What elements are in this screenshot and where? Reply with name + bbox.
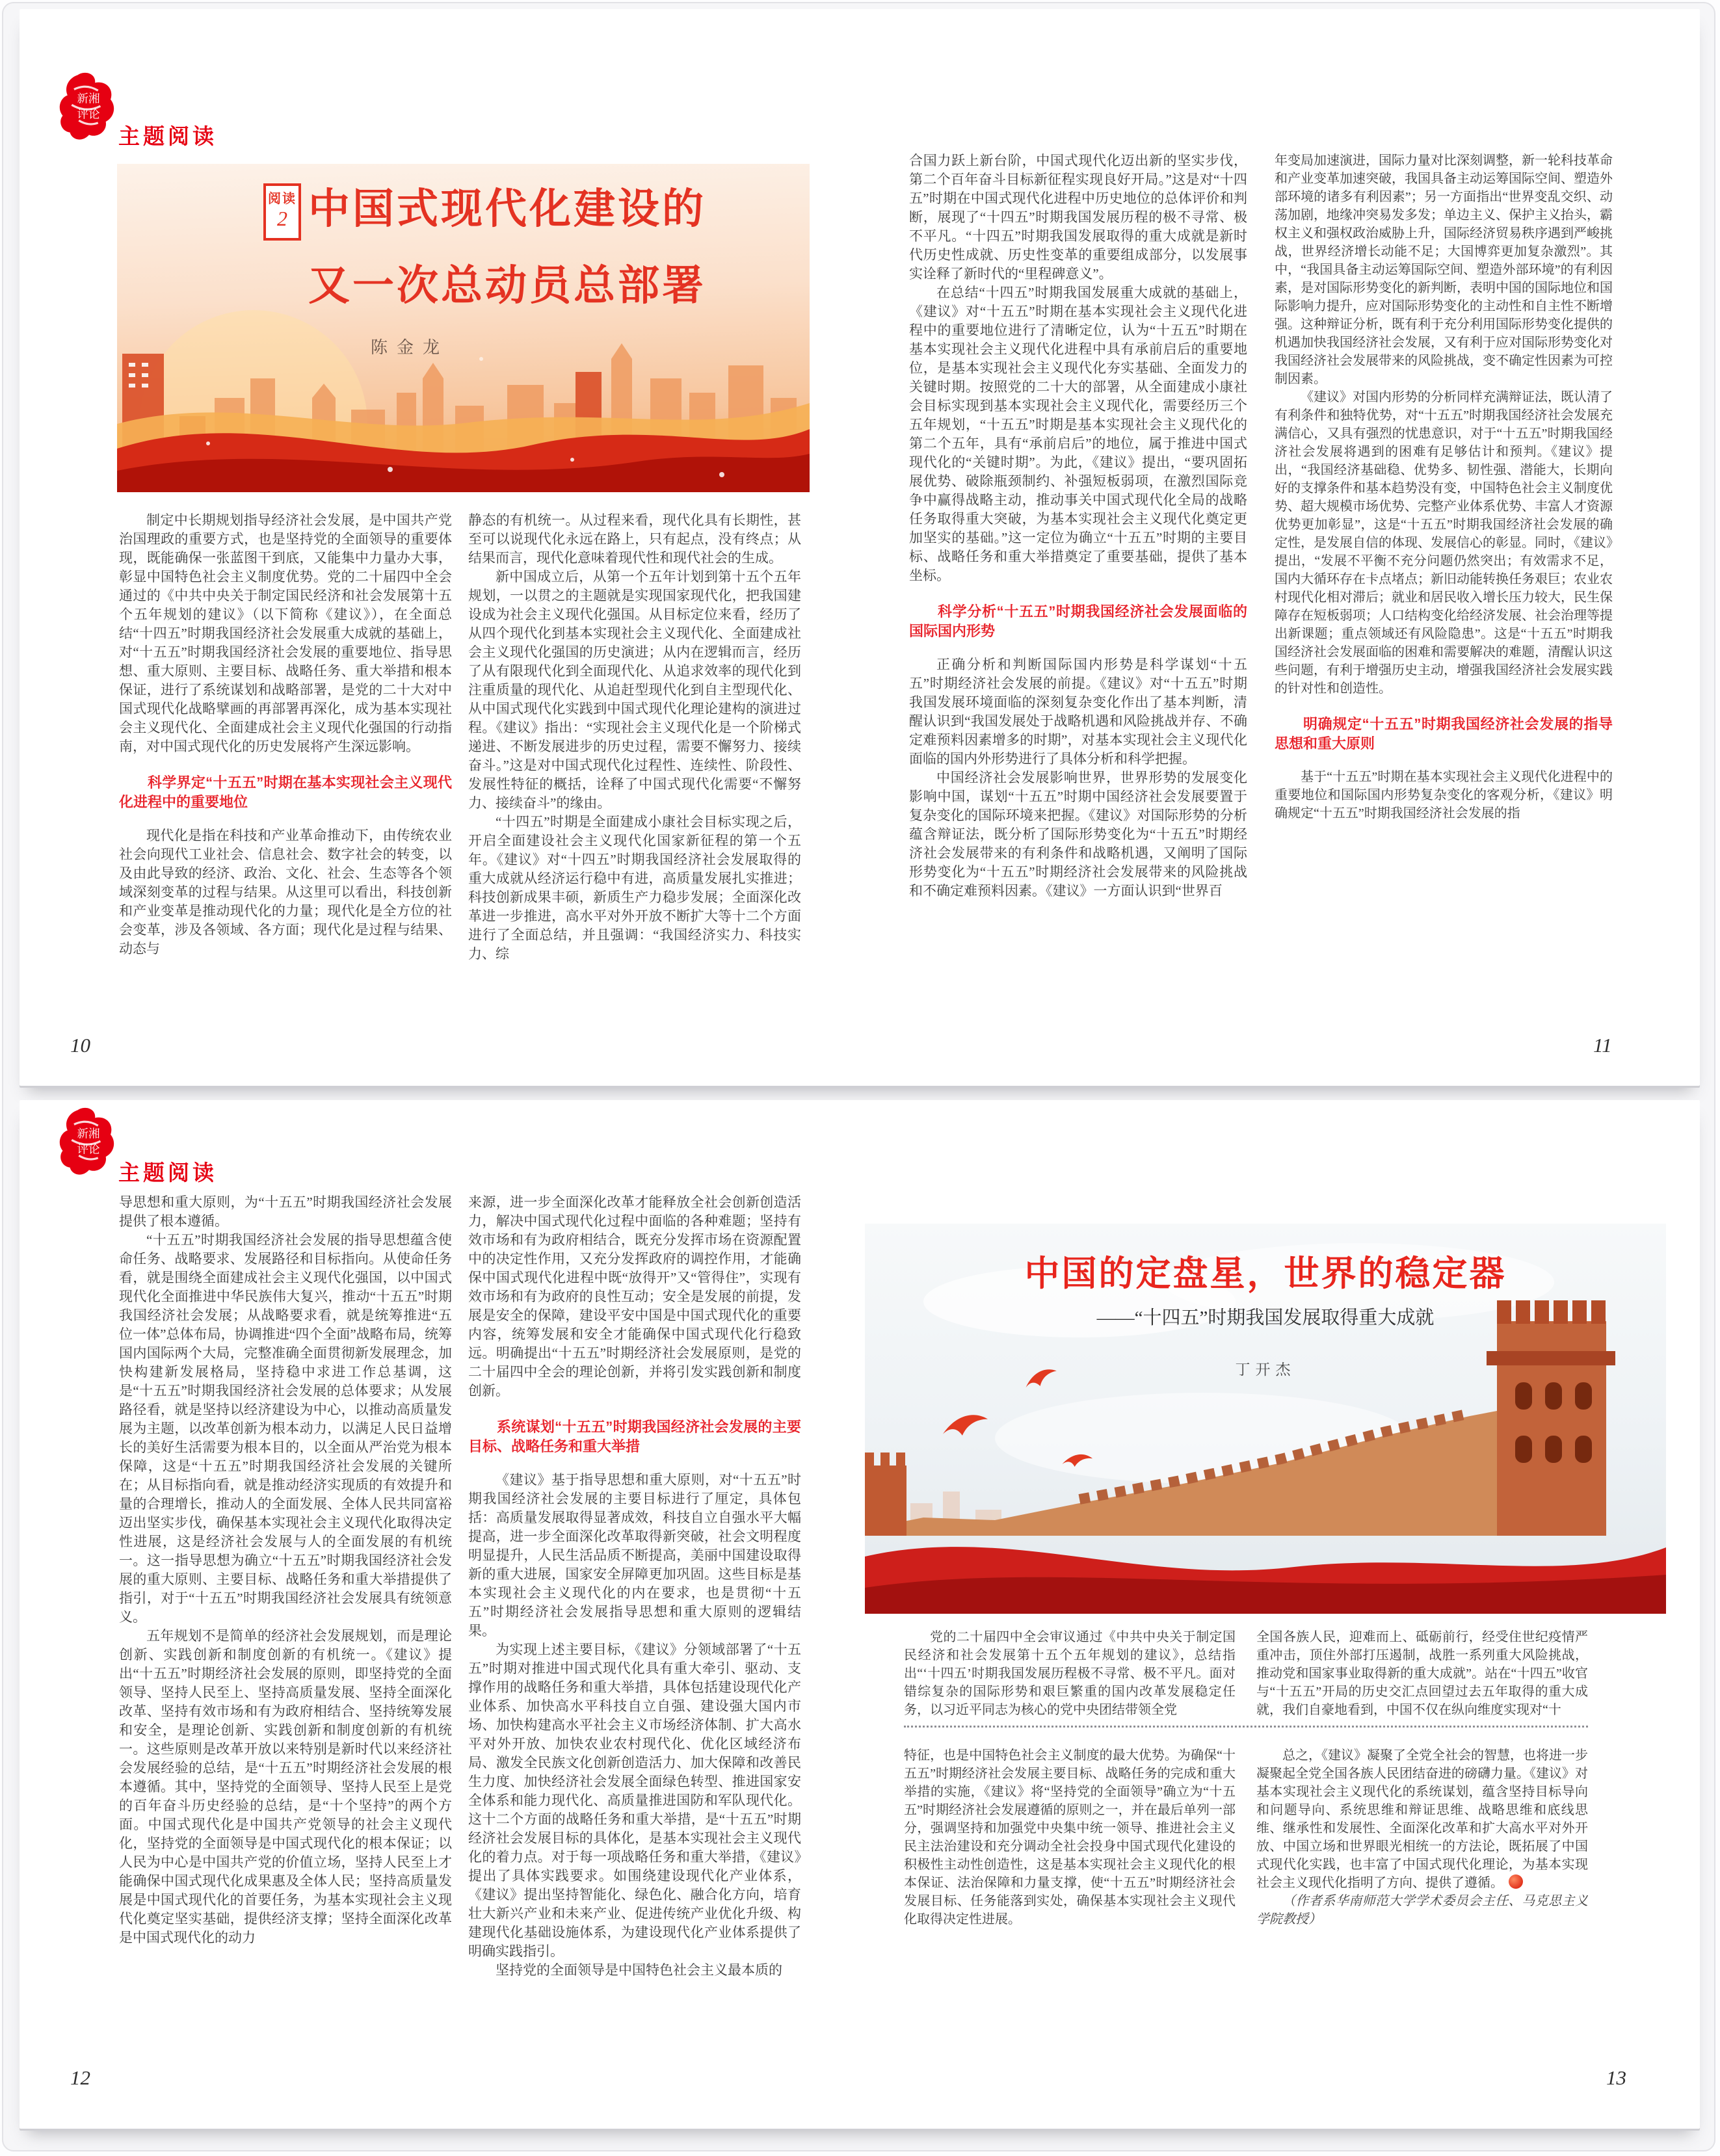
paragraph: 中国经济社会发展影响世界，世界形势的发展变化影响中国，谋划“十五五”时期中国经济社会发展要置于复杂变化的国际环境来把握。《建议》对国际形势的分析蕴含辩证法，既分析了国际形势变化为“十五五”时期经济社会发展带来的有利条件和战略机遇，又阐明了国际形势变化为“十五五”时期经济社会发展带来的风险挑战和不确定难预料因素。《建议》一方面认识到“世界百 — [909, 770, 1247, 899]
section-label: 主题阅读 — [118, 124, 217, 148]
article-divider — [904, 1726, 1588, 1728]
reading-badge-label: 阅读 — [268, 192, 297, 206]
page-number-11: 11 — [1593, 1034, 1612, 1057]
article1-author: 陈金龙 — [370, 338, 449, 357]
paragraph: 新中国成立后，从第一个五年计划到第十五个五年规划，一以贯之的主题就是实现国家现代化，把我国建设成为社会主义现代化强国。从目标定位来看，经历了从四个现代化到基本实现社会主义现代化、全面建成社会主义现代化强国的历史演进；从内在逻辑而言，经历了从有限现代化到全面现代化、从追求效率的现代化到注重质量的现代化、从追赶型现代化到自主型现代化、从中国式现代化实践到中国式现代化理论建构的演进过程。《建议》指出：“实现社会主义现代化是一个阶梯式递进、不断发展进步的历史过程，需要不懈努力、接续奋斗。”这是对中国式现代化过程性、连续性、阶段性、发展性特征的概括，诠释了中国式现代化需要“不懈努力、接续奋斗”的缘由。 — [468, 569, 801, 811]
svg-text:评论: 评论 — [77, 107, 100, 121]
paragraph: 来源，进一步全面深化改革才能释放全社会创新创造活力，解决中国式现代化过程中面临的各种难题；坚持有效市场和有为政府相结合，既充分发挥市场在资源配置中的决定性作用，又充分发挥政府的调控作用，才能确保中国式现代化进程中既“放得开”又“管得住”，实现有效市场和有为政府的良性互动；安全是发展的前提，发展是安全的保障，建设平安中国是中国式现代化的重要内容，统筹发展和安全才能确保中国式现代化行稳致远。明确提出“十五五”时期经济社会发展原则，是党的二十届四中全会的理论创新，并将引发实践创新和制度创新。 — [468, 1194, 801, 1399]
page11-column2 — [1275, 151, 1613, 1039]
article-end-icon — [1509, 1874, 1523, 1889]
magazine-spread-pages-12-13 — [20, 1100, 1700, 2129]
paragraph: 坚持党的全面领导是中国特色社会主义最本质的 — [496, 1962, 782, 1978]
svg-text:评论: 评论 — [77, 1142, 100, 1156]
paragraph: 五年规划不是简单的经济社会发展规划，而是理论创新、实践创新和制度创新的有机统一。《建议》提出“十五五”时期经济社会发展的原则，即坚持党的全面领导、坚持人民至上、坚持高质量发展、坚持全面深化改革、坚持有效市场和有为政府相结合、坚持统筹发展和安全，是理论创新、实践创新和制度创新的有机统一。这些原则是改革开放以来特别是新时代以来经济社会发展经验的总结，是“十五五”时期经济社会发展的根本遵循。其中，坚持党的全面领导、坚持人民至上是党的百年奋斗历史经验的总结，是“十个坚持”的两个方面。中国式现代化是中国共产党领导的社会主义现代化，坚持党的全面领导是中国式现代化的根本保证；以人民为中心是中国共产党的价值立场，坚持人民至上才能确保中国式现代化成果惠及全体人民；坚持高质量发展是中国式现代化的首要任务，为基本实现社会主义现代化奠定坚实基础，提供经济支撑；坚持全面深化改革是中国式现代化的动力 — [119, 1628, 452, 1945]
article2-title: 中国的定盘星，世界的稳定器 — [1024, 1254, 1507, 1293]
page13-article1-column2 — [1256, 1746, 1588, 1970]
paragraph: 年变局加速演进，国际力量对比深刻调整，新一轮科技革命和产业变革加速突破，我国具备主动运筹国际空间、塑造外部环境的诸多有利因素”；另一方面指出“世界变乱交织、动荡加剧，地缘冲突易发多发；单边主义、保护主义抬头，霸权主义和强权政治威胁上升，国际经济贸易秩序遇到严峻挑战，世界经济增长动能不足；大国博弈更加复杂激烈”。其中，“我国具备主动运筹国际空间、塑造外部环境”的有利因素，是对国际形势变化的新判断，表明中国的国际地位和国际影响力提升，应对国际形势变化的主动性和自主性不断增强。这种辩证分析，既有利于充分利用国际形势变化提供的机遇加快我国经济社会发展，又有利于应对国际形势变化对我国经济社会发展带来的风险挑战，变不确定性因素为可控制因素。 — [1275, 153, 1613, 386]
page12-column1 — [119, 1193, 452, 2064]
paragraph: 静态的有机统一。从过程来看，现代化具有长期性，甚至可以说现代化永远在路上，只有起点，没有终点；从结果而言，现代化意味着现代性和现代社会的生成。 — [468, 512, 801, 566]
paragraph: 《建议》基于指导思想和重大原则，对“十五五”时期我国经济社会发展的主要目标进行了厘定，具体包括：高质量发展取得显著成效，科技自立自强水平大幅提高，进一步全面深化改革取得新突破，社会文明程度明显提升，人民生活品质不断提高，美丽中国建设取得新的重大进展，国家安全屏障更加巩固。这些目标是基本实现社会主义现代化的内在要求，也是贯彻“十五五”时期经济社会发展指导思想和重大原则的逻辑结果。 — [468, 1472, 801, 1638]
page13-article2-column1 — [904, 1628, 1236, 1723]
section-heading: 科学分析“十五五”时期我国经济社会发展面临的国际国内形势 — [909, 603, 1247, 639]
author-credit: （作者系华南师范大学学术委员会主任、马克思主义学院教授） — [1256, 1894, 1588, 1926]
article1-banner — [117, 164, 810, 492]
article2-subtitle: ——“十四五”时期我国发展取得重大成就 — [1096, 1308, 1435, 1328]
page-number-10: 10 — [70, 1034, 90, 1057]
bird-icon — [943, 1415, 988, 1436]
paragraph: 全国各族人民，迎难而上、砥砺前行，经受住世纪疫情严重冲击，顶住外部打压遏制，战胜一系列重大风险挑战，推动党和国家事业取得新的重大成就”。站在“十四五”收官与“十五五”开局的历史交汇点回望过去五年取得的重大成就，我们自豪地看到，中国不仅在纵向维度实现对“十 — [1256, 1630, 1588, 1717]
paragraph: 基于“十五五”时期在基本实现社会主义现代化进程中的重要地位和国际国内形势复杂变化的客观分析，《建议》明确规定“十五五”时期我国经济社会发展的指 — [1275, 770, 1613, 821]
page-number-13: 13 — [1606, 2066, 1626, 2089]
page-number-12: 12 — [70, 2066, 90, 2089]
article1-title — [228, 170, 787, 324]
page13-article2-column2 — [1256, 1628, 1588, 1723]
magazine-spread-pages-10-11 — [20, 9, 1700, 1086]
page13-article1-column1 — [904, 1746, 1236, 1970]
section-heading: 系统谋划“十五五”时期我国经济社会发展的主要目标、战略任务和重大举措 — [468, 1419, 801, 1454]
article1-title-line1: 中国式现代化建设的 — [308, 185, 706, 232]
reading-badge-number: 2 — [277, 207, 287, 230]
xinxiang-review-logo-icon — [59, 1104, 118, 1181]
article2-author: 丁开杰 — [1235, 1361, 1296, 1378]
paragraph: 党的二十届四中全会审议通过《中共中央关于制定国民经济和社会发展第十五个五年规划的建议》，总结指出“‘十四五’时期我国发展历程极不寻常、极不平凡。面对错综复杂的国际形势和艰巨繁重的国内改革发展稳定任务，以习近平同志为核心的党中央团结带领全党 — [904, 1630, 1236, 1717]
paragraph: “十五五”时期我国经济社会发展的指导思想蕴含使命任务、战略要求、发展路径和目标指向。从使命任务看，就是围绕全面建成社会主义现代化强国，以中国式现代化全面推进中华民族伟大复兴，推动“十五五”时期我国经济社会发展；从战略要求看，就是统筹推进“五位一体”总体布局，协调推进“四个全面”战略布局，统筹国内国际两个大局，完整准确全面贯彻新发展理念，加快构建新发展格局，坚持稳中求进工作总基调，这是“十五五”时期我国经济社会发展的总体要求；从发展路径看，就是坚持以经济建设为中心，以推动高质量发展为主题，以改革创新为根本动力，以满足人民日益增长的美好生活需要为根本目的，以全面从严治党为根本保障，这是“十五五”时期我国经济社会发展的关键所在；从目标指向看，就是推动经济实现质的有效提升和量的合理增长，推动人的全面发展、全体人民共同富裕迈出坚实步伐，确保基本实现社会主义现代化取得决定性进展，这是经济社会发展与人的全面发展的有机统一。这一指导思想为确立“十五五”时期我国经济社会发展的重大原则、主要目标、战略任务和重大举措提供了指引，对于“十五五”时期我国经济社会发展具有统领意义。 — [119, 1232, 452, 1625]
paragraph: 为实现上述主要目标，《建议》分领域部署了“十五五”时期对推进中国式现代化具有重大牵引、驱动、支撑作用的战略任务和重大举措，具体包括建设现代化产业体系、加快高水平科技自立自强、建设强大国内市场、加快构建高水平社会主义市场经济体制、扩大高水平对外开放、加快农业农村现代化、优化区域经济布局、激发全民族文化创新创造活力、加大保障和改善民生力度、加快经济社会发展全面绿色转型、推进国家安全体系和能力现代化、高质量推进国防和军队现代化。这十二个方面的战略任务和重大举措，是“十五五”时期经济社会发展目标的具体化，是基本实现社会主义现代化的着力点。对于每一项战略任务和重大举措，《建议》提出了具体实践要求。如围绕建设现代化产业体系，《建议》提出坚持智能化、绿色化、融合化方向，培育壮大新兴产业和未来产业、促进传统产业优化升级、构建现代化基础设施体系，为建设现代化产业体系提供了明确实践指引。 — [468, 1642, 801, 1959]
paragraph: 《建议》对国内形势的分析同样充满辩证法，既认清了有利条件和独特优势，对“十五五”时期我国经济社会发展充满信心，又具有强烈的忧患意识，对于“十五五”时期我国经济社会发展将遇到的困难有足够估计和预判。《建议》提出，“我国经济基础稳、优势多、韧性强、潜能大，长期向好的支撑条件和基本趋势没有变，中国特色社会主义制度优势、超大规模市场优势、完整产业体系优势、丰富人才资源优势更加彰显”，这是“十五五”时期我国经济社会发展的确定性，是发展自信的体现、发展信心的彰显。同时，《建议》提出，“发展不平衡不充分问题仍然突出；有效需求不足，国内大循环存在卡点堵点；新旧动能转换任务艰巨；农业农村现代化相对滞后；就业和居民收入增长压力较大，民生保障存在短板弱项；人口结构变化给经济发展、社会治理等提出新课题；重点领域还有风险隐患”。这是“十五五”时期我国经济社会发展面临的困难和需要解决的难题，清醒认识这些问题，有利于增强历史主动，增强我国经济社会发展实践的针对性和创造性。 — [1275, 390, 1613, 696]
paragraph: 合国力跃上新台阶，中国式现代化迈出新的坚实步伐，第二个百年奋斗目标新征程实现良好开局。”这是对“十四五”时期在中国式现代化进程中历史地位的总体评价和判断，展现了“十四五”时期我国发展历程的极不寻常、极不平凡。“十四五”时期我国发展取得的重大成就是新时代历史性成就、历史性变革的重要组成部分，以发展事实诠释了新时代的“里程碑意义”。 — [909, 153, 1247, 282]
page10-column2 — [468, 511, 801, 1039]
section-heading: 科学界定“十五五”时期在基本实现社会主义现代化进程中的重要地位 — [119, 774, 452, 810]
paragraph: 总之，《建议》凝聚了全党全社会的智慧，也将进一步凝聚起全党全国各族人民团结奋进的磅礴力量。《建议》对基本实现社会主义现代化的系统谋划，蕴含坚持目标导向和问题导向、系统思维和辩证思维、战略思维和底线思维、继承性和发展性、全面深化改革和扩大高水平对外开放、中国立场和世界眼光相统一的方法论，既拓展了中国式现代化实践，也丰富了中国式现代化理论，为基本实现社会主义现代化指明了方向、提供了遵循。 — [1256, 1748, 1588, 1890]
paragraph: “十四五”时期是全面建成小康社会目标实现之后，开启全面建设社会主义现代化国家新征程的第一个五年。《建议》对“十四五”时期我国经济社会发展取得的重大成就从经济运行稳中有进，高质量发展扎实推进；科技创新成果丰硕，新质生产力稳步发展；全面深化改革进一步推进，高水平对外开放不断扩大等十二个方面进行了全面总结，并且强调：“我国经济实力、科技实力、综 — [468, 814, 801, 962]
article2-banner — [865, 1224, 1666, 1614]
paragraph: 在总结“十四五”时期我国发展重大成就的基础上，《建议》对“十五五”时期在基本实现社会主义现代化进程中的重要地位进行了清晰定位，认为“十五五”时期在基本实现社会主义现代化进程中具有承前启后的重要地位，是基本实现社会主义现代化夯实基础、全面发力的关键时期。按照党的二十大的部署，从全面建成小康社会目标实现到基本实现社会主义现代化，需要经历三个五年规划，“十五五”时期是基本实现社会主义现代化的第二个五年，具有“承前启后”的地位，属于推进中国式现代化的“关键时期”。为此，《建议》提出，“要巩固拓展优势、破除瓶颈制约、补强短板弱项，在激烈国际竞争中赢得战略主动，推动事关中国式现代化全局的战略任务取得重大突破，为基本实现社会主义现代化奠定更加坚实的基础。”这一定位为确立“十五五”时期的主要目标、战略任务和重大举措奠定了重要基础，提供了基本坐标。 — [909, 285, 1247, 583]
paragraph: 现代化是指在科技和产业革命推动下，由传统农业社会向现代工业社会、信息社会、数字社会的转变，以及由此导致的经济、政治、文化、社会、生态等各个领域深刻变革的过程与结果。从这里可以看出，科技创新和产业变革是推动现代化的力量；现代化是全方位的社会变革，涉及各领域、各方面；现代化是过程与结果、动态与 — [119, 828, 452, 956]
page11-column1 — [909, 151, 1247, 1039]
section-label: 主题阅读 — [118, 1161, 217, 1185]
page10-column1 — [119, 511, 452, 1039]
article1-title-line2: 又一次总动员总部署 — [308, 262, 706, 309]
xinxiang-review-logo-icon — [59, 69, 118, 146]
paragraph: 导思想和重大原则，为“十五五”时期我国经济社会发展提供了根本遵循。 — [119, 1194, 452, 1229]
logo-text: 新湘 — [77, 92, 100, 105]
paragraph: 特征，也是中国特色社会主义制度的最大优势。为确保“十五五”时期经济社会发展主要目标、战略任务的完成和重大举措的实施，《建议》将“坚持党的全面领导”确立为“十五五”时期经济社会发展遵循的原则之一，并在最后单列一部分，强调坚持和加强党中央集中统一领导、推进社会主义民主法治建设和充分调动全社会投身中国式现代化建设的积极性主动性创造性，这是基本实现社会主义现代化的根本保证、法治保障和力量支撑，使“十五五”时期经济社会发展目标、任务能落到实处，确保基本实现社会主义现代化取得决定性进展。 — [904, 1748, 1236, 1926]
page12-column2 — [468, 1193, 801, 2064]
paragraph: 正确分析和判断国际国内形势是科学谋划“十五五”时期经济社会发展的前提。《建议》对“十五五”时期我国发展环境面临的深刻复杂变化作出了基本判断，清醒认识到“我国发展处于战略机遇和风险挑战并存、不确定难预料因素增多的时期”，对基本实现社会主义现代化面临的国内外形势进行了具体分析和科学把握。 — [909, 657, 1247, 767]
section-heading: 明确规定“十五五”时期我国经济社会发展的指导思想和重大原则 — [1275, 716, 1613, 752]
paragraph: 制定中长期规划指导经济社会发展，是中国共产党治国理政的重要方式，也是坚持党的全面领导的重要体现，既能确保一张蓝图干到底，又能集中力量办大事，彰显中国特色社会主义制度优势。党的二十届四中全会通过的《中共中央关于制定国民经济和社会发展第十五个五年规划的建议》（以下简称《建议》），在全面总结“十四五”时期我国经济社会发展重大成就的基础上，对“十五五”时期我国经济社会发展的重要地位、指导思想、重大原则、主要目标、战略任务、重大举措和根本保证，进行了系统谋划和战略部署，是党的二十大对中国式现代化战略擘画的再部署再深化，成为基本实现社会主义现代化、全面建成社会主义现代化强国的行动指南，对中国式现代化的历史发展将产生深远影响。 — [119, 512, 452, 754]
svg-text:新湘: 新湘 — [77, 1127, 100, 1140]
